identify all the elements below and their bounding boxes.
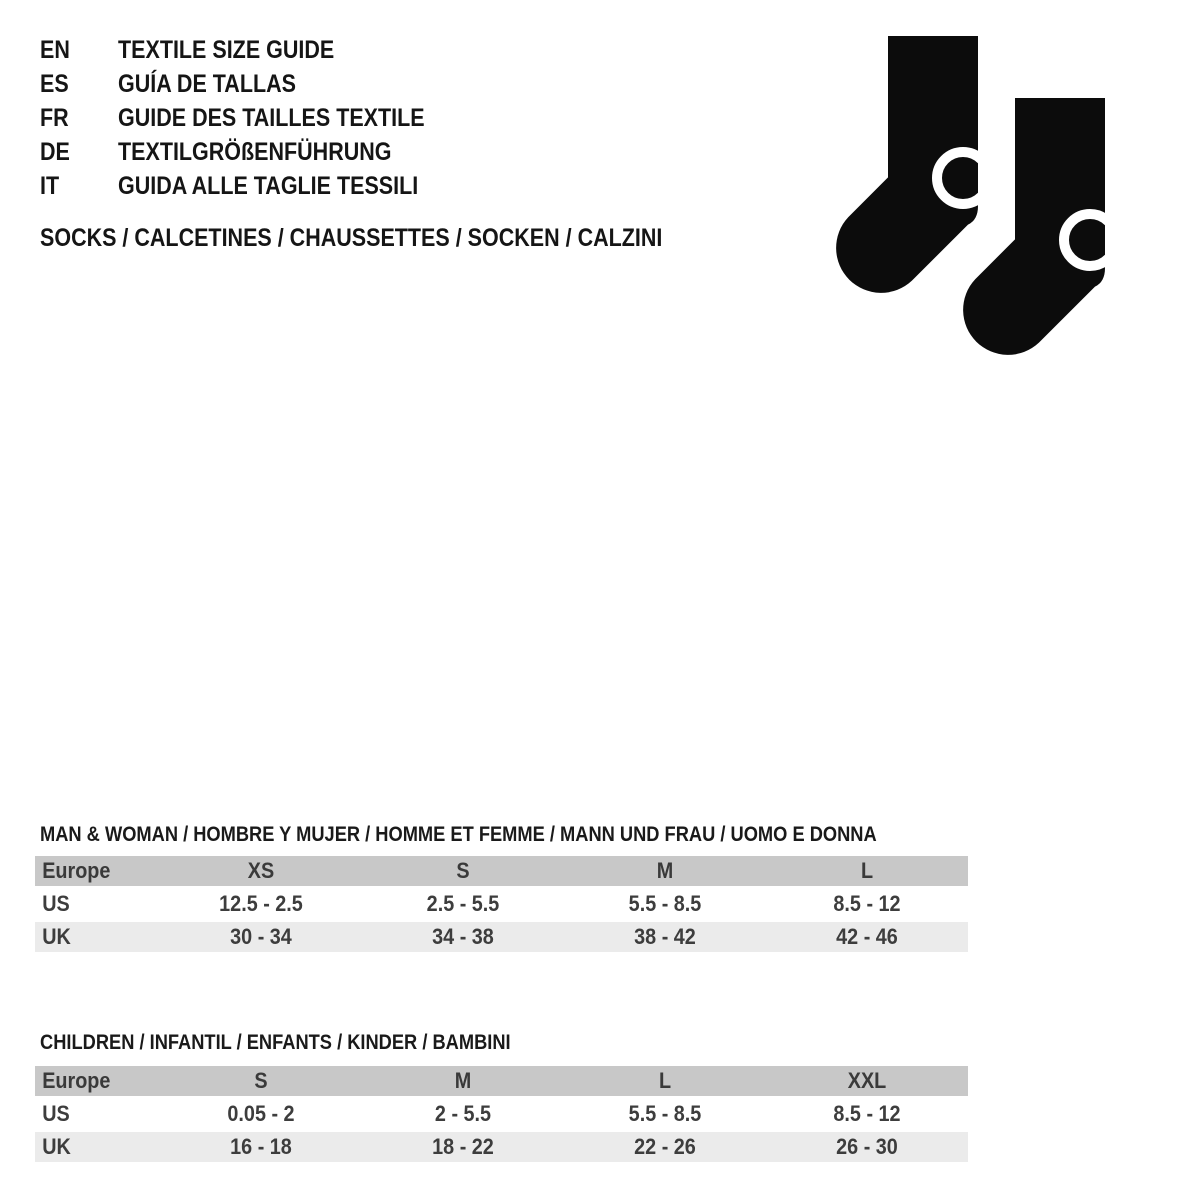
language-code: DE [40,137,70,166]
size-value: 8.5 - 12 [833,1101,901,1126]
section-title-children: CHILDREN / INFANTIL / ENFANTS / KINDER / BAMBINI [40,1031,511,1054]
language-title: GUÍA DE TALLAS [118,69,296,98]
column-header: M [656,858,674,883]
size-value: 18 - 22 [432,1134,494,1159]
size-value: 2 - 5.5 [434,1101,492,1126]
column-header: Europe [42,1068,111,1093]
language-title: GUIDE DES TAILLES TEXTILE [118,103,425,132]
table-row [35,1099,968,1129]
table-header-row [35,856,968,886]
size-value: 42 - 46 [836,924,898,949]
size-value: 38 - 42 [634,924,696,949]
column-header: S [456,858,470,883]
column-header: M [454,1068,472,1093]
section-title-man-woman: MAN & WOMAN / HOMBRE Y MUJER / HOMME ET FEMME / MANN UND FRAU / UOMO E DONNA [40,823,877,846]
size-value: 34 - 38 [432,924,494,949]
language-row-es [40,67,475,101]
socks-icon [818,36,1108,366]
language-row-it [40,169,475,203]
column-header: XS [247,858,275,883]
row-label: UK [42,1134,71,1159]
language-title: GUIDA ALLE TAGLIE TESSILI [118,171,419,200]
size-value: 16 - 18 [230,1134,292,1159]
size-value: 12.5 - 2.5 [219,891,303,916]
size-table-children [35,1066,968,1165]
language-code: IT [40,171,60,200]
row-label: UK [42,924,71,949]
size-value: 8.5 - 12 [833,891,901,916]
language-row-de [40,135,475,169]
row-label: US [42,891,70,916]
size-value: 2.5 - 5.5 [426,891,500,916]
language-row-fr [40,101,475,135]
language-title: TEXTILGRÖßENFÜHRUNG [118,137,392,166]
language-code: ES [40,69,69,98]
table-row [35,1132,968,1162]
column-header: Europe [42,858,111,883]
column-header: L [658,1068,672,1093]
column-header: XXL [847,1068,887,1093]
language-code: FR [40,103,69,132]
size-value: 5.5 - 8.5 [628,891,702,916]
language-title: TEXTILE SIZE GUIDE [118,35,335,64]
size-table-man-woman [35,856,968,955]
size-value: 0.05 - 2 [227,1101,295,1126]
row-label: US [42,1101,70,1126]
table-row [35,889,968,919]
language-code: EN [40,35,70,64]
language-title-list [40,33,475,203]
size-value: 22 - 26 [634,1134,696,1159]
size-value: 30 - 34 [230,924,292,949]
product-category-line: SOCKS / CALCETINES / CHAUSSETTES / SOCKEN / CALZINI [40,224,663,252]
column-header: L [860,858,874,883]
language-row-en [40,33,475,67]
column-header: S [254,1068,268,1093]
size-value: 5.5 - 8.5 [628,1101,702,1126]
table-header-row [35,1066,968,1096]
table-row [35,922,968,952]
size-value: 26 - 30 [836,1134,898,1159]
